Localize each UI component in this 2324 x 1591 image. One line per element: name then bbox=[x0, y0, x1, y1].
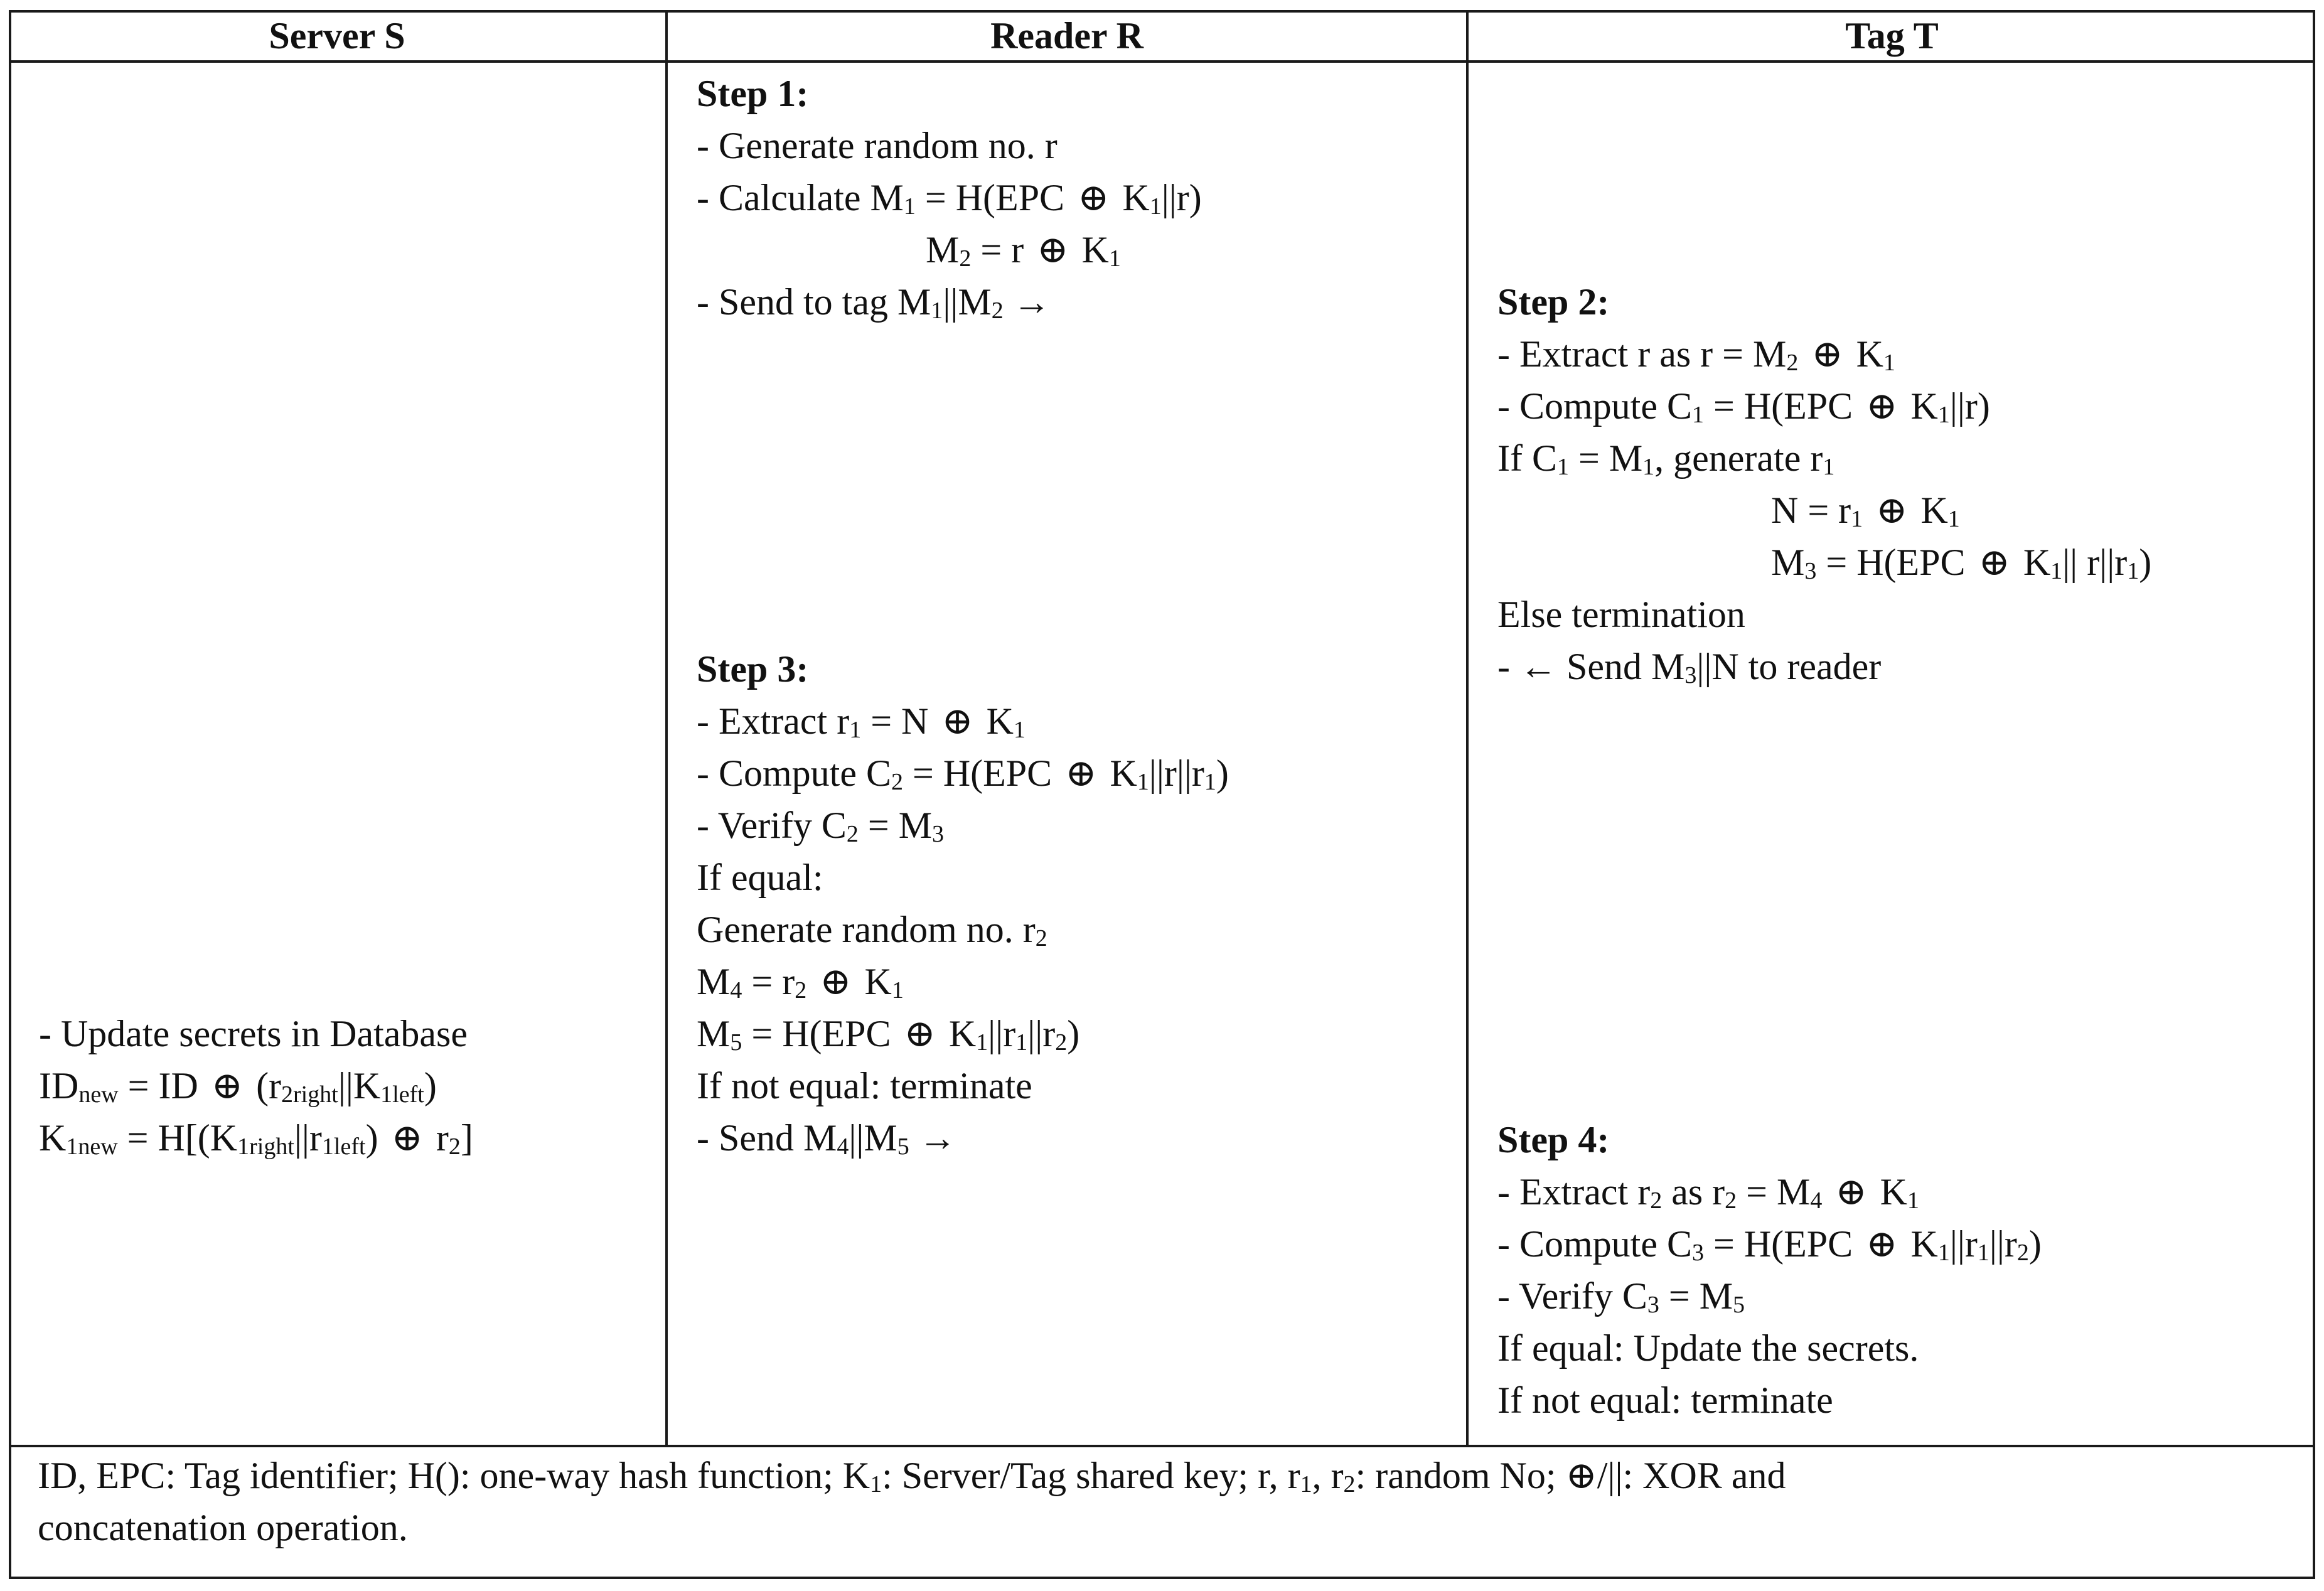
tag-verify-c3: - Verify $C_3 = M_5$ bbox=[1497, 1275, 1745, 1318]
reader-send-m4m5: - Send $M_4||M_5$ → bbox=[697, 1117, 956, 1160]
tag-m3: $M_3 = H(EPC$ ⊕ $K_1||$ $r||r_1$) bbox=[1771, 542, 2152, 584]
reader-verify-c2: - Verify $C_2 = M_3$ bbox=[697, 805, 945, 847]
tag-step4 bbox=[1497, 1114, 2042, 1427]
legend-line-2: concatenation operation. bbox=[38, 1507, 408, 1548]
reader-generate-r2: Generate random no. $r_2$ bbox=[697, 909, 1047, 951]
server-update: - Update secrets in Database bbox=[39, 1013, 468, 1054]
reader-not-equal: If not equal: terminate bbox=[697, 1065, 1032, 1106]
tag-compute-c3: - Compute $C_3 = H(EPC$ ⊕ $K_1||r_1||r_2$) bbox=[1497, 1223, 2042, 1266]
tag-extract-r: - Extract r as $r = M_2$ ⊕ $K_1$ bbox=[1497, 333, 1895, 376]
server-id-new: $ID_{new}$ = ID ⊕ $(r_{2right}||K_{1left})$ bbox=[39, 1065, 437, 1108]
reader-compute-c2: - Compute $C_2 = H(EPC$ ⊕ $K_1||r||r_1$) bbox=[697, 753, 1229, 795]
step-1-label: Step 1: bbox=[697, 73, 809, 114]
legend-line-1: ID, EPC: Tag identifier; H(): one-way hash function; $K_1$: Server/Tag shared key; r, $r_1$, $r_2$: random No; ⊕/||: XOR and bbox=[38, 1455, 1786, 1497]
server-column bbox=[39, 1008, 473, 1164]
tag-else: Else termination bbox=[1497, 594, 1745, 635]
server-k1-new: $K_{1new} = H[(K_{1right}||r_{1left})$ ⊕ $r_2$] bbox=[39, 1117, 473, 1160]
column-divider-1 bbox=[665, 10, 668, 1447]
tag-if-c1: If $C_1 = M_1$, generate $r_1$ bbox=[1497, 437, 1835, 480]
reader-m5: $M_5 = H(EPC$ ⊕ $K_1||r_1||r_2$) bbox=[697, 1013, 1080, 1056]
step-2-label: Step 2: bbox=[1497, 281, 1610, 323]
footer-divider bbox=[9, 1445, 2315, 1447]
reader-m4: $M_4 = r_2$ ⊕ $K_1$ bbox=[697, 961, 904, 1004]
reader-extract-r1: - Extract $r_1 = N$ ⊕ $K_1$ bbox=[697, 700, 1025, 743]
step-4-label: Step 4: bbox=[1497, 1119, 1610, 1160]
reader-step3 bbox=[697, 643, 1229, 1164]
header-tag: Tag T bbox=[1845, 14, 1939, 56]
reader-if-equal: If equal: bbox=[697, 857, 823, 898]
reader-column bbox=[697, 68, 1202, 328]
tag-not-equal: If not equal: terminate bbox=[1497, 1379, 1833, 1421]
reader-generate-r: - Generate random no. r bbox=[697, 125, 1058, 166]
tag-send-m3n: - ← Send $M_3||N$ to reader bbox=[1497, 646, 1882, 688]
tag-extract-r2: - Extract $r_2$ as $r_2 = M_4$ ⊕ $K_1$ bbox=[1497, 1171, 1919, 1214]
reader-send-m1m2: - Send to tag $M_1||M_2$ → bbox=[697, 281, 1051, 324]
reader-calc-m1: - Calculate $M_1 = H(EPC$ ⊕ $K_1||r$) bbox=[697, 177, 1202, 220]
legend-footnote bbox=[38, 1450, 2272, 1554]
header-reader: Reader R bbox=[990, 14, 1143, 56]
reader-calc-m2: $M_2 = r$ ⊕ $K_1$ bbox=[926, 229, 1121, 272]
step-3-label: Step 3: bbox=[697, 648, 809, 690]
tag-if-equal: If equal: Update the secrets. bbox=[1497, 1327, 1919, 1369]
tag-step2 bbox=[1497, 276, 2151, 693]
header-server: Server S bbox=[269, 14, 405, 56]
tag-n: $N = r_1$ ⊕ $K_1$ bbox=[1771, 490, 1960, 532]
tag-compute-c1: - Compute $C_1 = H(EPC$ ⊕ $K_1||r$) bbox=[1497, 385, 1990, 428]
column-divider-2 bbox=[1466, 10, 1469, 1447]
